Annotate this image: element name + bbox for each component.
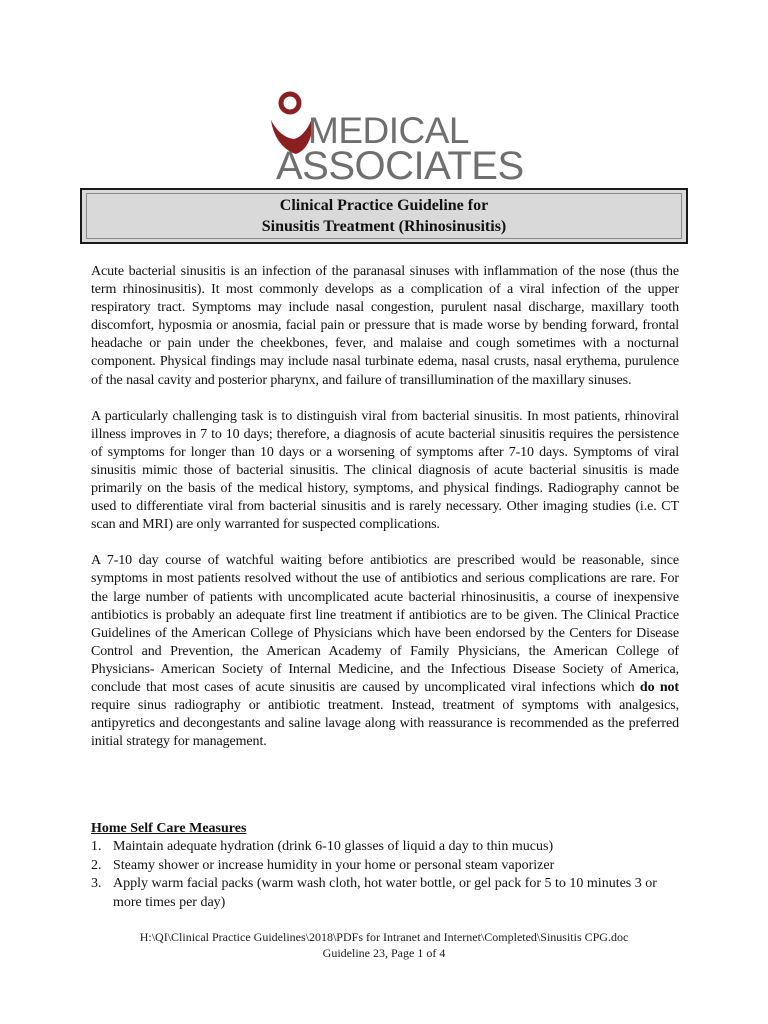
paragraph-diagnosis: A particularly challenging task is to distinguish viral from bacterial sinusitis. In most patients, rhinoviral illness improves in 7 to 10 days; therefore, a diagnosis of acute bacterial sinusitis requires the persistence of symptoms for longer than 10 days or a worsening of symptoms after 7-10 days. Symptoms of viral sinusitis mimic those of bacterial sinusitis. The clinical diagnosis of acute bacterial sinusitis is made primarily on the basis of the medical history, symptoms, and physical findings. Radiography cannot be used to differentiate viral from bacterial sinusitis and is rarely necessary. Other imaging studies (i.e. CT scan and MRI) are only warranted for suspected complications. (91, 408, 679, 533)
paragraph-definition: Acute bacterial sinusitis is an infection of the paranasal sinuses with inflammation of the nose (thus the term rhinosinusitis). It most commonly develops as a complication of a viral infection of the upper respiratory tract. Symptoms may include nasal congestion, purulent nasal discharge, maxillary tooth discomfort, hyposmia or anosmia, facial pain or pressure that is made worse by bending forward, frontal headache or pain under the cheekbones, fever, and malaise and cough sometimes with a nocturnal component. Physical findings may include nasal turbinate edema, nasal crusts, nasal erythema, purulence of the nasal cavity and posterior pharynx, and failure of transillumination of the maxillary sinuses. (91, 264, 679, 388)
home-care-heading: Home Self Care Measures (91, 821, 247, 836)
logo-word-medical: MEDICAL (308, 110, 469, 151)
paragraph-treatment-emphasis: do not (639, 679, 679, 695)
list-item-number: 1. (91, 839, 102, 854)
list-item-text: Steamy shower or increase humidity in your home or personal steam vaporizer (113, 857, 555, 873)
page-footer (0, 929, 768, 961)
list-item (91, 875, 681, 912)
paragraph-treatment (91, 552, 679, 751)
body-content (91, 263, 679, 769)
list-item-text: Maintain adequate hydration (drink 6-10 glasses of liquid a day to thin mucus) (113, 839, 554, 854)
list-item (91, 857, 681, 876)
footer-file-path: H:\QI\Clinical Practice Guidelines\2018\PDFs for Intranet and Internet\Completed\Sinusitis CPG.doc (139, 930, 629, 944)
home-care-list (91, 838, 681, 912)
list-item (91, 838, 681, 857)
paragraph-treatment-text-2: require sinus radiography or antibiotic treatment. Instead, treatment of symptoms with analgesics, antipyretics and decongestants and saline lavage along with reassurance is recommended as the preferred initial strategy for management. (91, 698, 679, 750)
title-line-2: Sinusitis Treatment (Rhinosinusitis) (261, 218, 507, 235)
list-item-text: Apply warm facial packs (warm wash cloth, hot water bottle, or gel pack for 5 to 10 minutes 3 or more times per day) (113, 876, 657, 910)
footer-page-number: Guideline 23, Page 1 of 4 (322, 946, 446, 960)
paragraph-treatment-text-1: A 7-10 day course of watchful waiting before antibiotics are prescribed would be reasonable, since symptoms in most patients resolved without the use of antibiotics and serious complications are rare. For the large number of patients with uncomplicated acute bacterial rhinosinusitis, a course of inexpensive antibiotics is probably an adequate first line treatment if antibiotics are to be given. The Clinical Practice Guidelines of the American College of Physicians which have been endorsed by the Centers for Disease Control and Prevention, the American Academy of Family Physicians, the American College of Physicians- American Society of Internal Medicine, and the Infectious Disease Society of America, conclude that most cases of acute sinusitis are caused by uncomplicated viral infections which (91, 553, 679, 695)
title-line-1: Clinical Practice Guideline for (279, 197, 489, 214)
list-item-number: 2. (91, 857, 102, 873)
title-box (80, 188, 688, 244)
logo-word-associates: ASSOCIATES (276, 144, 524, 188)
list-item-number: 3. (91, 876, 102, 891)
medical-associates-logo (268, 90, 524, 188)
